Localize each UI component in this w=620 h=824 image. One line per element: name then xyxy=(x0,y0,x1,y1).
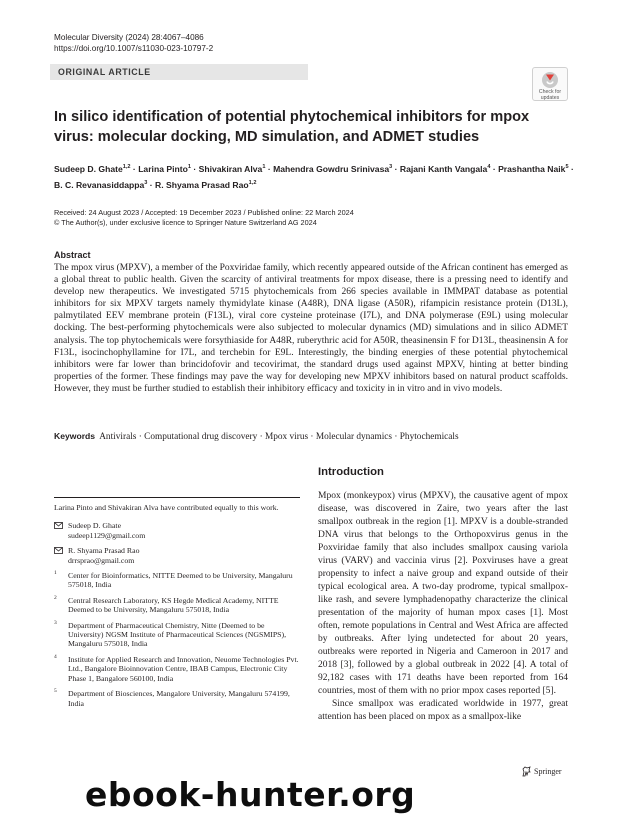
affiliation-text: Department of Pharmaceutical Chemistry, Nitte (Deemed to be University) NGSM Institute of Pharmaceutical Sciences (NGSMIPS), Mangaluru 575018, India xyxy=(68,620,287,649)
author-separator: · xyxy=(130,163,139,174)
affiliation-item xyxy=(54,621,300,649)
affiliation-number: 3 xyxy=(54,619,57,626)
author-name: Larina Pinto xyxy=(138,163,188,174)
abstract-text: The mpox virus (MPXV), a member of the Poxviridae family, which recently appeared outside of the African continent has emerged as a global threat to public health. Given the scarcity of antiviral treatments for mpox disease, there is a pressing need to identify and develop new therapeutics. We investigated 5715 phytochemicals from 266 species available in IMMPAT database as potential inhibitors for six MPXV targets namely thymidylate kinase (A48R), DNA ligase (A50R), rifampicin resistance protein (D13L), palmytilated EEV membrane protein (F13L), viral core cysteine proteinase (I7L), and DNA polymerase (E9L) using molecular docking. The best-performing phytochemicals were also subjected to molecular dynamics (MD) simulations and in silico ADMET analysis. The top phytochemicals were forsythiaside for A48R, ruberythric acid for A50R, theasinensin F for D13L, theasinensin A for F13L, isocinchophyllamine for I7L, and terchebin for E9L. Interestingly, the binding energies of these potential phytochemical inhibitors were far lower than brincidofovir and tecovirimat, the standard drugs used against MPXV, hinting at better binding properties of the former. These findings may pave the way for developing new MPXV inhibitors based on natural product scaffolds. However, they must be further studied to establish their inhibitory efficacy and toxicity in in vitro and in vivo models. xyxy=(54,263,568,394)
contact-email[interactable]: sudeep1129@gmail.com xyxy=(68,530,146,540)
author-separator: · xyxy=(147,179,156,190)
author-name: R. Shyama Prasad Rao xyxy=(155,179,249,190)
article-title: In silico identification of potential phytochemical inhibitors for mpox virus: molecular docking, MD simulation, and ADMET studies xyxy=(54,109,530,145)
journal-info xyxy=(54,32,213,54)
author-entry xyxy=(273,164,392,174)
journal-doi[interactable]: https://doi.org/10.1007/s11030-023-10797-2 xyxy=(54,44,214,53)
author-affiliation-marker: 1,2 xyxy=(248,179,257,186)
article-type-banner: ORIGINAL ARTICLE xyxy=(50,64,308,80)
author-separator: · xyxy=(265,163,274,174)
affiliation-item xyxy=(54,655,300,683)
affiliation-text: Institute for Applied Research and Innovation, Neuome Technologies Pvt. Ltd., Bangalore Bioinnovation Centre, IBAB Campus, Electronic City Phase 1, Bangalore 560100, India xyxy=(68,654,299,683)
contact-name: Sudeep D. Ghate xyxy=(68,521,122,531)
contact-name: R. Shyama Prasad Rao xyxy=(68,546,140,556)
check-for-updates-label-2: updates xyxy=(540,95,560,101)
author-name: Mahendra Gowdru Srinivasa xyxy=(273,163,390,174)
author-entry xyxy=(199,164,266,174)
affiliation-number: 2 xyxy=(54,594,57,601)
author-name: Shivakiran Alva xyxy=(198,163,263,174)
equal-contribution-note: Larina Pinto and Shivakiran Alva have contributed equally to this work. xyxy=(54,503,279,512)
author-separator: · xyxy=(190,163,199,174)
author-separator: · xyxy=(490,163,499,174)
introduction-paragraph-2: Since smallpox was eradicated worldwide in 1977, great attention has been placed on mpox as a smallpox-like xyxy=(318,699,568,722)
keywords-list: Antivirals · Computational drug discovery · Mpox virus · Molecular dynamics · Phytochemicals xyxy=(99,432,459,442)
affiliation-number: 1 xyxy=(54,570,57,577)
journal-citation: Molecular Diversity (2024) 28:4067–4086 xyxy=(54,33,204,42)
keywords-label: Keywords xyxy=(54,431,96,441)
affiliation-number: 4 xyxy=(54,653,57,660)
introduction-body xyxy=(318,490,568,724)
author-name: B. C. Revanasiddappa xyxy=(54,179,145,190)
author-entry xyxy=(138,164,191,174)
footnotes-column xyxy=(54,497,300,714)
author-affiliation-marker: 5 xyxy=(565,164,569,170)
affiliation-number: 5 xyxy=(54,688,57,695)
affiliation-item xyxy=(54,596,300,615)
author-entry xyxy=(54,164,131,174)
author-affiliation-marker: 3 xyxy=(144,179,148,186)
author-entry xyxy=(54,180,147,190)
corresponding-author xyxy=(54,546,300,565)
check-for-updates-icon xyxy=(541,71,559,89)
copyright-line: © The Author(s), under exclusive licence to Springer Nature Switzerland AG 2024 xyxy=(54,218,317,227)
envelope-icon xyxy=(54,547,63,554)
author-list xyxy=(54,160,574,192)
abstract-heading: Abstract xyxy=(54,250,91,260)
author-entry xyxy=(498,164,568,174)
author-separator: · xyxy=(392,163,400,174)
contact-email[interactable]: drrsprao@gmail.com xyxy=(68,555,135,565)
watermark-text: ebook-hunter.org xyxy=(85,775,416,814)
publisher-name: Springer xyxy=(534,767,562,776)
affiliation-text: Center for Bioinformatics, NITTE Deemed to be University, Mangaluru 575018, India xyxy=(68,571,293,590)
publication-history: Received: 24 August 2023 / Accepted: 19 December 2023 / Published online: 22 March 2024 xyxy=(54,208,354,217)
affiliation-text: Department of Biosciences, Mangalore University, Mangaluru 574199, India xyxy=(68,689,290,708)
corresponding-author xyxy=(54,521,300,540)
author-affiliation-marker: 1 xyxy=(187,164,191,170)
author-affiliation-marker: 1 xyxy=(262,164,266,170)
affiliation-item xyxy=(54,689,300,708)
author-name: Sudeep D. Ghate xyxy=(54,163,123,174)
article-dates xyxy=(54,208,574,228)
check-for-updates-label-1: Check for xyxy=(538,89,562,95)
affiliation-item xyxy=(54,571,300,590)
author-affiliation-marker: 3 xyxy=(389,164,393,170)
author-separator: · xyxy=(568,163,574,174)
author-name: Prashantha Naik xyxy=(498,163,566,174)
author-affiliation-marker: 4 xyxy=(487,164,491,170)
affiliation-text: Central Research Laboratory, KS Hegde Medical Academy, NITTE Deemed to be University, Mangaluru 575018, India xyxy=(68,595,279,615)
envelope-icon xyxy=(54,522,63,529)
check-for-updates-badge[interactable] xyxy=(532,67,568,101)
introduction-heading: Introduction xyxy=(318,466,384,478)
author-entry xyxy=(400,164,491,174)
author-name: Rajani Kanth Vangala xyxy=(399,163,488,174)
introduction-paragraph-1: Mpox (monkeypox) virus (MPXV), the causative agent of mpox disease, was discovered in Zaire, two years after the last smallpox outbreak in the region [1]. MPXV is a double-stranded DNA virus that belongs to the Orthopoxvirus genus in the Poxviridae family that also includes smallpox causing variola virus (VARV) and vaccinia virus [2]. Poxviruses have a great propensity to infect a naive group and expand outside of their typical ecological area. A two-day prodrome, typical smallpox-like rash, and severe lymphadenopathy characterize the clinical presentation of the majority of human mpox cases [1]. Most often, remote populations in Central and West Africa are affected by outbreaks. After lying undetected for about 20 years, outbreaks were reported in Nigeria and Cameroon in 2017 and 2018 [3], followed by a global outbreak in 2022 [4]. A total of 92,182 cases with 171 deaths have been reported from 164 countries, most of them with no prior mpox cases reported [5]. xyxy=(318,491,568,696)
author-entry xyxy=(155,180,256,190)
author-affiliation-marker: 1,2 xyxy=(122,164,131,170)
keywords-block xyxy=(54,430,568,443)
